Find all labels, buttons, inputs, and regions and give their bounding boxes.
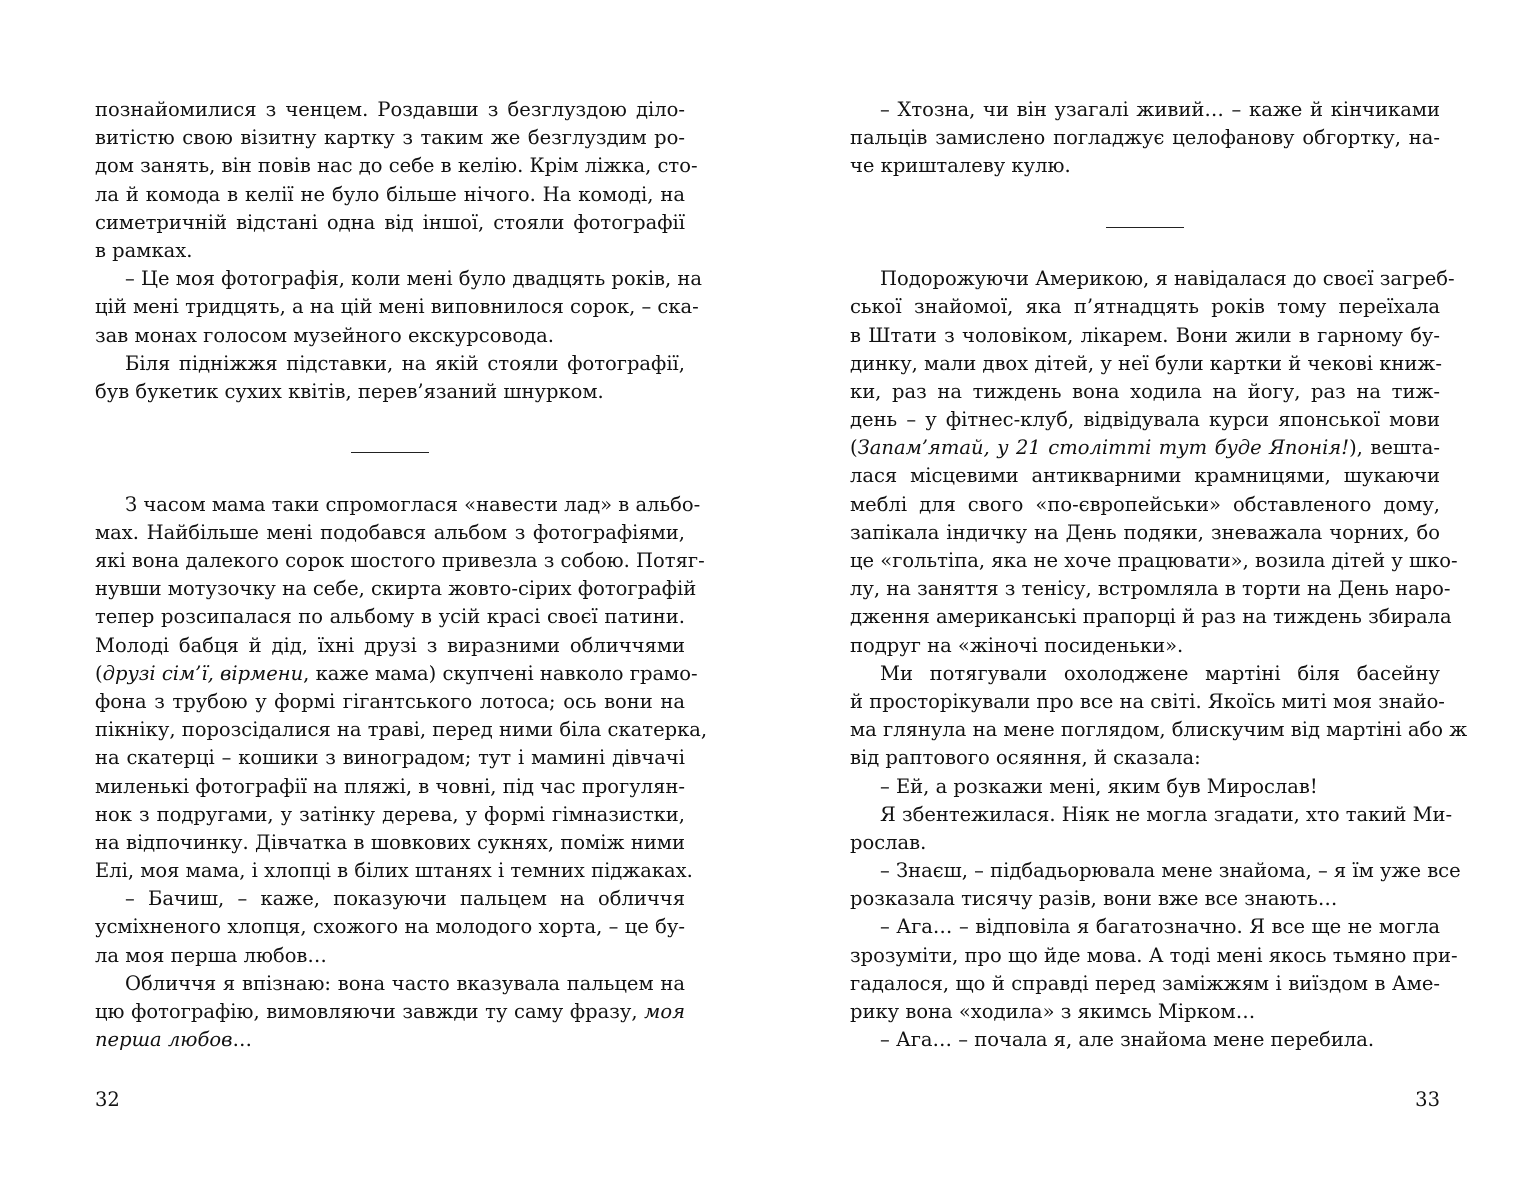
text-line: нувши мотузочку на себе, скирта жовто-сірих фотографій [95,577,697,601]
text-line [850,434,1440,462]
text-line: – Це моя фотографія, коли мені було двадцять років, на [125,267,703,291]
text-line: Я збентежилася. Ніяк не могла згадати, хто такий Ми- [880,802,1453,826]
text-line: фона з трубою у формі гігантського лотоса; ось вони на [95,689,685,713]
text-line: З часом мама таки спромоглася «навести лад» в альбо- [125,492,701,516]
text-line: ма глянула на мене поглядом, блискучим від мартіні або ж [850,718,1468,742]
text-line: розказала тисячу разів, вони вже все знають… [850,887,1338,911]
text-line: ки, раз на тиждень вона ходила на йогу, раз на тиж- [850,379,1440,403]
text-line: зрозуміти, про що йде мова. А тоді мені якось тьмяно при- [850,943,1458,967]
section-divider [351,452,429,453]
text-line [95,660,698,688]
text-line: які вона далекого сорок шостого привезла з собою. Потяг- [95,549,705,573]
text-line: гадалося, що й справді перед заміжжям і виїздом в Аме- [850,971,1440,995]
text-line: Біля підніжжя підставки, на якій стояли фотографії, [125,351,685,375]
text-line: – Ей, а розкажи мені, яким був Мирослав! [880,774,1318,798]
text-line: це «гольтіпа, яка не хоче працювати», возила дітей у шко- [850,549,1458,573]
text-line: лася місцевими антикварними крамницями, шукаючи [850,464,1440,488]
text-line: Молоді бабця й дід, їхні друзі з виразними обличчями [95,633,685,657]
text-line: че кришталеву кулю. [850,154,1071,178]
text-line: Подорожуючи Америкою, я навідалася до своєї загреб- [880,267,1455,291]
text-line: ла й комода в келії не було більше нічого. На комоді, на [95,182,685,206]
text-segment: … [232,1028,252,1052]
text-line: рослав. [850,830,927,854]
section-divider-wrap [95,406,685,491]
text-line: тепер розсипалася по альбому в усій красі своєї патини. [95,605,685,629]
text-line: Обличчя я впізнаю: вона часто вказувала пальцем на [125,971,685,995]
text-line: витістю свою візитну картку з таким же безглуздим ро- [95,126,685,150]
text-line: пікніку, порозсідалися на траві, перед ними біла скатерка, [95,718,708,742]
text-line: усміхненого хлопця, схожого на молодого хорта, – це бу- [95,915,685,939]
text-line: запікала індичку на День подяки, зневажала чорних, бо [850,520,1440,544]
text-line: симетричній відстані одна від іншої, стояли фотографії [95,210,685,234]
text-line: від раптового осяяння, й сказала: [850,746,1201,770]
page-number: 32 [95,1088,120,1111]
text-segment: ), вешта- [1349,436,1441,460]
text-segment: ( [95,661,103,685]
text-line: Ми потягували охолоджене мартіні біля басейну [880,661,1440,685]
text-line: познайомилися з ченцем. Роздавши з безглуздою діло- [95,98,685,121]
text-line: нок з подругами, у затінку дерева, у формі гімназистки, [95,802,685,826]
text-line: ла моя перша любов… [95,943,327,967]
italic-segment: друзі сім’ї, вірмени [102,661,304,685]
text-line: Елі, моя мама, і хлопці в білих штанях і темних піджаках. [95,859,693,883]
section-divider [1106,227,1184,228]
text-line: дження американські прапорці й раз на тиждень збирала [850,605,1452,629]
text-line: – Ага… – відповіла я багатозначно. Я все ще не могла [880,915,1440,939]
text-line: на відпочинку. Дівчатка в шовкових сукнях, поміж ними [95,830,685,854]
text-line [95,1026,685,1054]
text-line: в Штати з чоловіком, лікарем. Вони жили в гарному бу- [850,323,1440,347]
text-line: день – у фітнес-клуб, відвідувала курси японської мови [850,408,1440,432]
right-page: – Хтозна, чи він узагалі живий… – каже й кінчиками пальців замислено погладжує целофанову обгортку, на- че кришталеву кулю. Подорожуючи Америкою, я навідалася до своєї загреб- ської знайомої, яка п’ятнадцять років тому переїхала в Штати з чоловіком, лікарем. Вони жили в гарному бу- динку, мали двох дітей, у неї були картки й чекові книж- ки, раз на тиждень вона ходила на йогу, раз на тиж- день – у фітнес-клуб, відвідувала курси японської мови (Запам’ятай, у 21 столітті тут буде Японія!), вешта- лася місцевими антикварними крамницями, шукаючи меблі для свого «по-європейськи» обставленого дому, запікала індичку на День подяки, зневажала чорних, бо це «гольтіпа, яка не хоче працювати», возила дітей у шко- лу, на заняття з тенісу, встромляла в торти на День наро- дження американські прапорці й раз на тиждень збирала подруг на «жіночі посиденьки». Ми потягували охолоджене мартіні біля басейну й просторікували про все на світі. Якоїсь миті моя знайо- ма глянула на мене поглядом, блискучим від мартіні або ж від раптового осяяння, й сказала: – Ей, а розкажи мені, яким був Мирослав! Я збентежилася. Ніяк не могла згадати, хто такий Ми- рослав. – Знаєш, – підбадьорювала мене знайома, – я їм уже все розказала тисячу разів, вони вже все знають… – Ага… – відповіла я багатозначно. Я все ще не могла зрозуміти, про що йде мова. А тоді мені якось тьмяно при- гадалося, що й справді перед заміжжям і виїздом в Аме- рику вона «ходила» з якимсь Мірком… – Ага… – почала я, але знайома мене перебила. 33 [850,98,1468,1111]
italic-segment: моя [644,1000,685,1024]
text-line: меблі для свого «по-європейськи» обставленого дому, [850,492,1440,516]
text-line: й просторікували про все на світі. Якоїсь миті моя знайо- [850,689,1445,713]
section-divider-wrap [850,181,1440,266]
text-line: – Ага… – почала я, але знайома мене перебила. [880,1028,1375,1052]
right-page-text [850,96,1468,1054]
text-segment: ( [850,436,858,460]
text-line: був букетик сухих квітів, перев’язаний шнурком. [95,379,604,403]
text-line: дом занять, він повів нас до себе в келію. Крім ліжка, сто- [95,154,698,178]
text-line: – Знаєш, – підбадьорювала мене знайома, – я їм уже все [880,859,1461,883]
text-line: цій мені тридцять, а на цій мені виповнилося сорок, – ска- [95,295,699,319]
left-page-text [95,96,708,1054]
italic-segment: перша любов [95,1028,233,1052]
italic-segment: Запам’ятай, у 21 столітті тут буде Японія! [857,436,1350,460]
text-line: динку, мали двох дітей, у неї були картки й чекові книж- [850,351,1442,375]
text-line: рику вона «ходила» з якимсь Мірком… [850,1000,1256,1024]
text-line: ської знайомої, яка п’ятнадцять років тому переїхала [850,295,1440,319]
text-line: – Бачиш, – каже, показуючи пальцем на обличчя [125,887,685,911]
text-line: лу, на заняття з тенісу, встромляла в торти на День наро- [850,577,1451,601]
text-segment: цю фотографію, вимовляючи завжди ту саму фразу, [95,1000,645,1024]
text-segment: , каже мама) скупчені навколо грамо- [303,661,698,685]
text-line: в рамках. [95,238,193,262]
text-line: мах. Найбільше мені подобався альбом з фотографіями, [95,520,685,544]
text-line: подруг на «жіночі посиденьки». [850,633,1184,657]
text-line: миленькі фотографії на пляжі, в човні, під час прогулян- [95,774,685,798]
text-line: – Хтозна, чи він узагалі живий… – каже й кінчиками [880,98,1440,121]
text-line: пальців замислено погладжує целофанову обгортку, на- [850,126,1440,150]
text-line: зав монах голосом музейного екскурсовода. [95,323,554,347]
text-line: на скатерці – кошики з виноградом; тут і мамині дівчачі [95,746,685,770]
text-line [95,998,685,1026]
